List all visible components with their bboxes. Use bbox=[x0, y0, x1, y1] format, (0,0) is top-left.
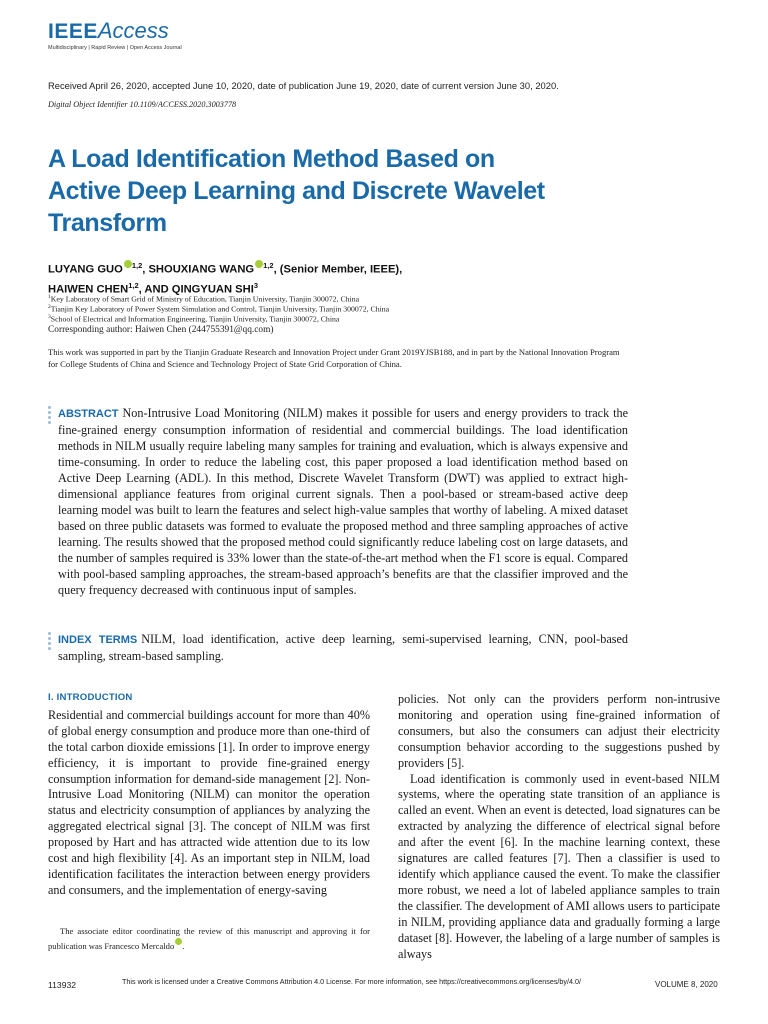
paragraph: Residential and commercial buildings account for more than 40% of global energy consumption and produce more than one-third of the total carbon dioxide emissions [1]. In order to improve energy efficiency, it is important to provide fine-grained energy consumption information for demand-side management [2]. Non-Intrusive Load Monitoring (NILM) can monitor the operation status and electricity consumption of appliances by analyzing the aggregated electrical signal [3]. The concept of NILM was first proposed by Hart and has attracted wide attention due to its low cost and high flexibility [4]. As an important step in NILM, load identification facilitates the interaction between energy providers and consumers, and the implementation of energy-saving bbox=[48, 707, 370, 897]
author-affil-sup: 3 bbox=[253, 280, 259, 290]
affiliation-text: School of Electrical and Information Engineering, Tianjin University, Tianjin 300072, China bbox=[50, 314, 340, 324]
paragraph: Load identification is commonly used in event-based NILM systems, where the operating state transition of an appliance is called an event. When an event is detected, load signatures can be extracted by analyzing the difference of electrical signal before and after the event [6]. In the machine learning context, these signatures are called features [7]. Then a classifier is used to identify which appliance caused the event. To make the classifier more robust, we need a lot of labeled appliance samples to train the classifier. The development of AMI allows users to participate in NILM, providing appliance data and gradually forming a large dataset [8]. However, the labeling of a large number of samples is always bbox=[398, 771, 720, 961]
section-heading: I. INTRODUCTION bbox=[48, 692, 133, 703]
corresponding-author: Corresponding author: Haiwen Chen (244755391@qq.com) bbox=[48, 325, 274, 335]
abstract-text: Non-Intrusive Load Monitoring (NILM) makes it possible for users and energy providers to track the fine-grained energy consumption information of residential and commercial buildings. The load identification methods in NILM usually require labeling many samples for training and evaluation, which is always expensive and time-consuming. In order to reduce the labeling cost, this paper proposed a load identification method based on Active Deep Learning (ADL). In this method, Discrete Wavelet Transform (DWT) was applied to extract high-dimensional appliance features from original current signals. Then a pool-based or stream-based active deep learning model was built to learn the features and select high-value samples that worthy of labeling. A mixed dataset based on three public datasets was formed to evaluate the proposed method and three sampling approaches of active learning. The results showed that the proposed method could significantly reduce labeling cost on large datasets, and the number of samples required is 33% lower than the state-of-the-art method when the F1 score is equal. Compared with pool-based sampling approaches, the stream-based approach’s benefits are that the classifier improved and the query frequency decreased with continuous input of samples. bbox=[58, 406, 628, 597]
page-number: 113932 bbox=[48, 980, 77, 990]
volume-label: VOLUME 8, 2020 bbox=[655, 980, 718, 989]
index-terms-marker-icon bbox=[48, 632, 52, 652]
footnote-text: The associate editor coordinating the review of this manuscript and approving it for publication was Francesco Mercaldo bbox=[48, 926, 370, 951]
affiliation-text: Key Laboratory of Smart Grid of Ministry of Education, Tianjin University, Tianjin 300072, China bbox=[50, 294, 360, 304]
logo-ieee: IEEE bbox=[48, 20, 98, 43]
author-list: LUYANG GUO $^{1,2}$, SHOUXIANG WANG $^{1,2}$, (Senior Member, IEEE), HAIWEN CHEN$^{1,2}$, AND QINGYUAN SHI$^3$ bbox=[48, 261, 403, 296]
abstract bbox=[58, 405, 628, 598]
index-terms-label: INDEX TERMS bbox=[58, 634, 138, 646]
body-column-right bbox=[398, 692, 720, 962]
affiliation-text: Tianjin Key Laboratory of Power System Simulation and Control, Tianjin University, Tianjin 300072, China bbox=[50, 304, 390, 314]
author-name[interactable]: SHOUXIANG WANG bbox=[148, 263, 255, 276]
affiliation-number: 3 bbox=[48, 314, 51, 320]
affiliation bbox=[48, 312, 339, 325]
author-note: , (Senior Member, IEEE), bbox=[273, 263, 403, 276]
orcid-icon[interactable] bbox=[124, 260, 132, 268]
received-dates: Received April 26, 2020, accepted June 10, 2020, date of publication June 19, 2020, date of current version June 30, 2020. bbox=[48, 80, 559, 91]
author-name[interactable]: QINGYUAN SHI bbox=[171, 283, 254, 296]
author-name[interactable]: HAIWEN CHEN bbox=[48, 283, 129, 296]
author-affil-sup: 1,2 bbox=[128, 280, 139, 290]
license-notice[interactable]: This work is licensed under a Creative Commons Attribution 4.0 License. For more information, see https://creativecommons.org/licenses/by/4.0/ bbox=[122, 977, 582, 986]
affiliation-number: 2 bbox=[48, 304, 51, 310]
journal-tagline: Multidisciplinary | Rapid Review | Open Access Journal bbox=[48, 45, 182, 51]
footnote-end: . bbox=[182, 941, 185, 951]
body-column-left bbox=[48, 690, 370, 899]
editor-footnote bbox=[48, 925, 370, 953]
author-affil-sup: 1,2 bbox=[263, 261, 274, 270]
affiliation-number: 1 bbox=[48, 294, 51, 300]
funding-statement: This work was supported in part by the Tianjin Graduate Research and Innovation Project under Grant 2019YJSB188, and in part by the National Innovation Program for College Students of China and Science and Technology Project of State Grid Corporation of China. bbox=[48, 347, 620, 369]
paragraph: policies. Not only can the providers perform non-intrusive monitoring and operation using fine-grained information of consumers, but also the consumers can adjust their electricity consumption behavior according to the suggestions pushed by providers [5]. bbox=[398, 692, 720, 770]
abstract-label: ABSTRACT bbox=[58, 408, 119, 420]
author-name[interactable]: LUYANG GUO bbox=[48, 263, 123, 276]
logo-access: Access bbox=[97, 18, 169, 43]
abstract-marker-icon bbox=[48, 406, 52, 426]
paper-title: A Load Identification Method Based on Active Deep Learning and Discrete Wavelet Transform bbox=[48, 145, 545, 237]
author-separator: , AND bbox=[138, 283, 172, 296]
orcid-icon[interactable] bbox=[255, 260, 263, 268]
index-terms bbox=[58, 631, 628, 664]
doi[interactable]: Digital Object Identifier 10.1109/ACCESS.2020.3003778 bbox=[48, 100, 237, 109]
index-terms-text: NILM, load identification, active deep learning, semi-supervised learning, CNN, pool-based sampling, stream-based sampling. bbox=[58, 632, 628, 663]
journal-logo bbox=[48, 20, 169, 42]
author-affil-sup: 1,2 bbox=[131, 261, 143, 270]
